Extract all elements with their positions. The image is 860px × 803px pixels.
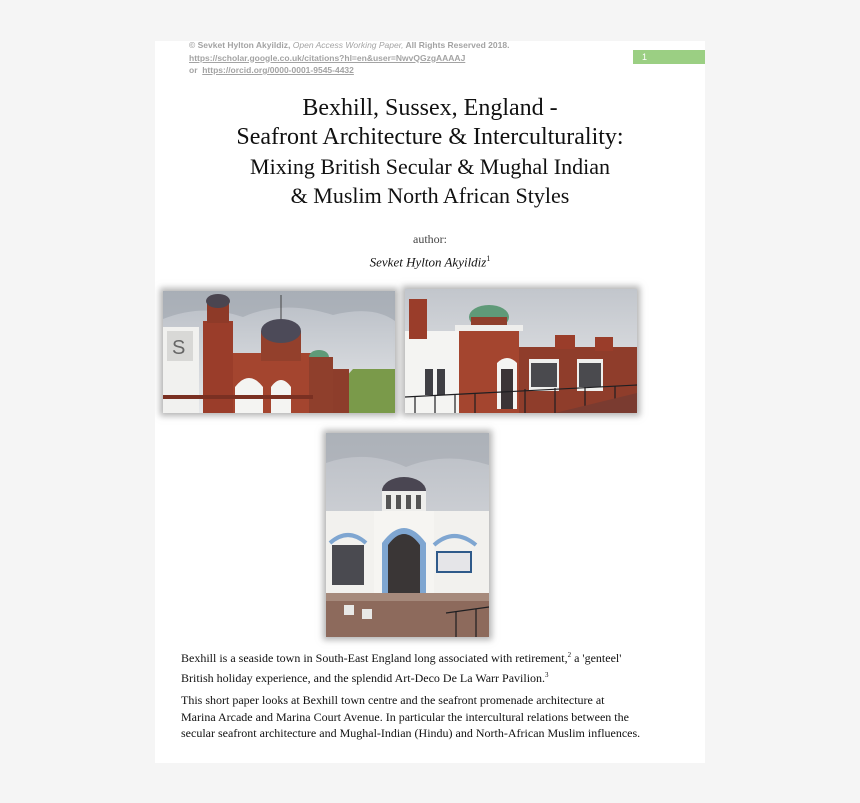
copyright-italic: Open Access Working Paper, <box>292 41 404 50</box>
photo-copper-dome-building <box>405 289 637 413</box>
author-name-line <box>155 254 705 270</box>
document-title <box>155 94 705 210</box>
paragraph-1-part-b: a 'genteel' British holiday experience, and the splendid Art-Deco De La Warr Pavilion. <box>181 651 622 685</box>
copyright-header <box>189 41 609 77</box>
or-label: or <box>189 65 198 75</box>
page-number-badge <box>633 50 705 64</box>
paragraph-1-part-a: Bexhill is a seaside town in South-East England long associated with retirement, <box>181 651 568 665</box>
scholar-link[interactable]: https://scholar.google.co.uk/citations?hl=en&user=NwvQGzgAAAAJ <box>189 52 466 63</box>
author-footnote: 1 <box>486 254 491 263</box>
photo-arched-arcade-entrance <box>326 433 489 637</box>
title-line-1: Bexhill, Sussex, England - <box>302 95 558 121</box>
footnote-2: 2 <box>567 651 572 659</box>
body-text <box>181 647 641 748</box>
copyright-line <box>189 41 609 52</box>
footnote-3: 3 <box>545 670 549 679</box>
page-number: 1 <box>642 52 648 62</box>
author-label: author: <box>413 232 447 246</box>
title-line-2: Seafront Architecture & Interculturality: <box>236 124 624 150</box>
copyright-prefix: © Sevket Hylton Akyildiz, <box>189 41 291 50</box>
paragraph-1 <box>181 647 641 686</box>
title-line-3: Mixing British Secular & Mughal Indian <box>250 154 610 179</box>
copyright-suffix: All Rights Reserved 2018. <box>405 41 510 50</box>
photo-brick-arcade <box>163 291 395 413</box>
title-line-4: & Muslim North African Styles <box>290 183 570 208</box>
orcid-link[interactable]: https://orcid.org/0000-0001-9545-4432 <box>202 65 354 75</box>
document-page <box>155 41 705 763</box>
author-name: Sevket Hylton Akyildiz <box>369 254 487 270</box>
svg-text:S: S <box>172 337 186 359</box>
paragraph-2: This short paper looks at Bexhill town centre and the seafront promenade architecture at Marina Arcade and Marina Court Avenue. In particular the intercultural relations between the secular seafront architecture and Mughal-Indian (Hindu) and North-African Muslim influences. <box>181 693 641 740</box>
